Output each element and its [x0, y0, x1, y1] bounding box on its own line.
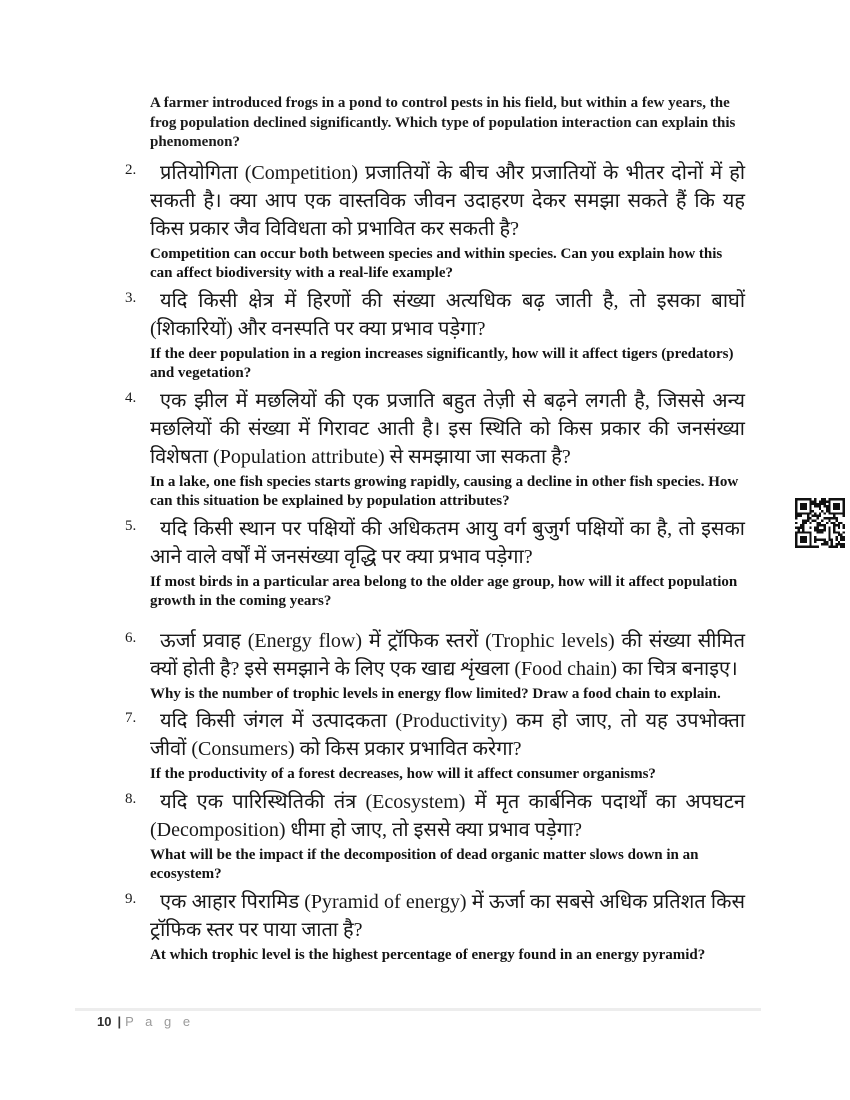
question-item-5	[0, 515, 850, 612]
question-hindi-text: ऊर्जा प्रवाह (Energy flow) में ट्रॉफिक स्तरों (Trophic levels) की संख्या सीमित क्यों होती है? इसे समझाने के लिए एक खाद्य शृंखला (Food chain) का चित्र बनाइए।	[150, 629, 745, 680]
question-hindi-text: यदि एक पारिस्थितिकी तंत्र (Ecosystem) में मृत कार्बनिक पदार्थों का अपघटन (Decomposition) धीमा हो जाए, तो इससे क्या प्रभाव पड़ेगा?	[150, 790, 745, 841]
question-number: 7.	[125, 710, 137, 726]
page-footer	[97, 1014, 194, 1030]
question-1-english-text: A farmer introduced frogs in a pond to control pests in his field, but within a few years, the frog population declined significantly. Which type of population interaction can explain this phenomenon?	[150, 95, 736, 150]
question-english-text: If the productivity of a forest decreases, how will it affect consumer organisms?	[150, 766, 656, 782]
question-item-2	[0, 159, 850, 284]
question-number: 4.	[125, 389, 137, 406]
page-label: P a g e	[125, 1014, 195, 1029]
question-item-6	[0, 627, 850, 705]
question-english-text: Competition can occur both between species and within species. Can you explain how this can affect biodiversity with a real-life example?	[150, 245, 723, 281]
footer-divider	[75, 1008, 761, 1011]
question-item-3	[0, 287, 850, 384]
question-english-text: If the deer population in a region increases significantly, how will it affect tigers (predators) and vegetation?	[150, 345, 734, 381]
question-hindi-text: यदि किसी जंगल में उत्पादकता (Productivity) कम हो जाए, तो यह उपभोक्ता जीवों (Consumers) को किस प्रकार प्रभावित करेगा?	[150, 710, 745, 760]
page-number: 10	[97, 1014, 112, 1029]
question-number: 8.	[125, 790, 137, 807]
question-english-text: Why is the number of trophic levels in energy flow limited? Draw a food chain to explain.	[150, 685, 721, 702]
question-number: 5.	[125, 517, 137, 534]
question-english-text: If most birds in a particular area belong to the older age group, how will it affect population growth in the coming years?	[150, 573, 738, 609]
question-hindi-text: एक झील में मछलियों की एक प्रजाति बहुत तेज़ी से बढ़ने लगती है, जिससे अन्य मछलियों की संख्या में गिरावट आती है। इस स्थिति को किस प्रकार की जनसंख्या विशेषता (Population attribute) से समझाया जा सकता है?	[150, 389, 745, 468]
question-item-9	[0, 888, 850, 966]
footer-separator: |	[117, 1014, 122, 1029]
question-english-text: In a lake, one fish species starts growing rapidly, causing a decline in other fish species. How can this situation be explained by population attributes?	[150, 473, 739, 509]
question-hindi-text: एक आहार पिरामिड (Pyramid of energy) में ऊर्जा का सबसे अधिक प्रतिशत किस ट्रॉफिक स्तर पर पाया जाता है?	[150, 890, 745, 941]
question-number: 3.	[125, 289, 137, 306]
question-hindi-text: प्रतियोगिता (Competition) प्रजातियों के बीच और प्रजातियों के भीतर दोनों में हो सकती है। क्या आप एक वास्तविक जीवन उदाहरण देकर समझा सकते हैं कि यह किस प्रकार जैव विविधता को प्रभावित कर सकती है?	[150, 161, 745, 240]
question-number: 2.	[125, 161, 137, 178]
question-english-text: At which trophic level is the highest percentage of energy found in an energy pyramid?	[150, 946, 706, 963]
question-hindi-text: यदि किसी क्षेत्र में हिरणों की संख्या अत्यधिक बढ़ जाती है, तो इसका बाघों (शिकारियों) और वनस्पति पर क्या प्रभाव पड़ेगा?	[150, 289, 745, 340]
question-item-4	[0, 387, 850, 512]
question-item-7	[0, 707, 850, 785]
qr-code-icon	[795, 498, 845, 548]
question-item-8	[0, 788, 850, 885]
question-number: 6.	[125, 629, 137, 646]
question-english-text: What will be the impact if the decomposition of dead organic matter slows down in an ecosystem?	[150, 846, 699, 882]
question-hindi-text: यदि किसी स्थान पर पक्षियों की अधिकतम आयु वर्ग बुजुर्ग पक्षियों का है, तो इसका आने वाले वर्षों में जनसंख्या वृद्धि पर क्या प्रभाव पड़ेगा?	[150, 517, 745, 568]
questions-content	[0, 94, 850, 968]
question-number: 9.	[125, 890, 137, 907]
